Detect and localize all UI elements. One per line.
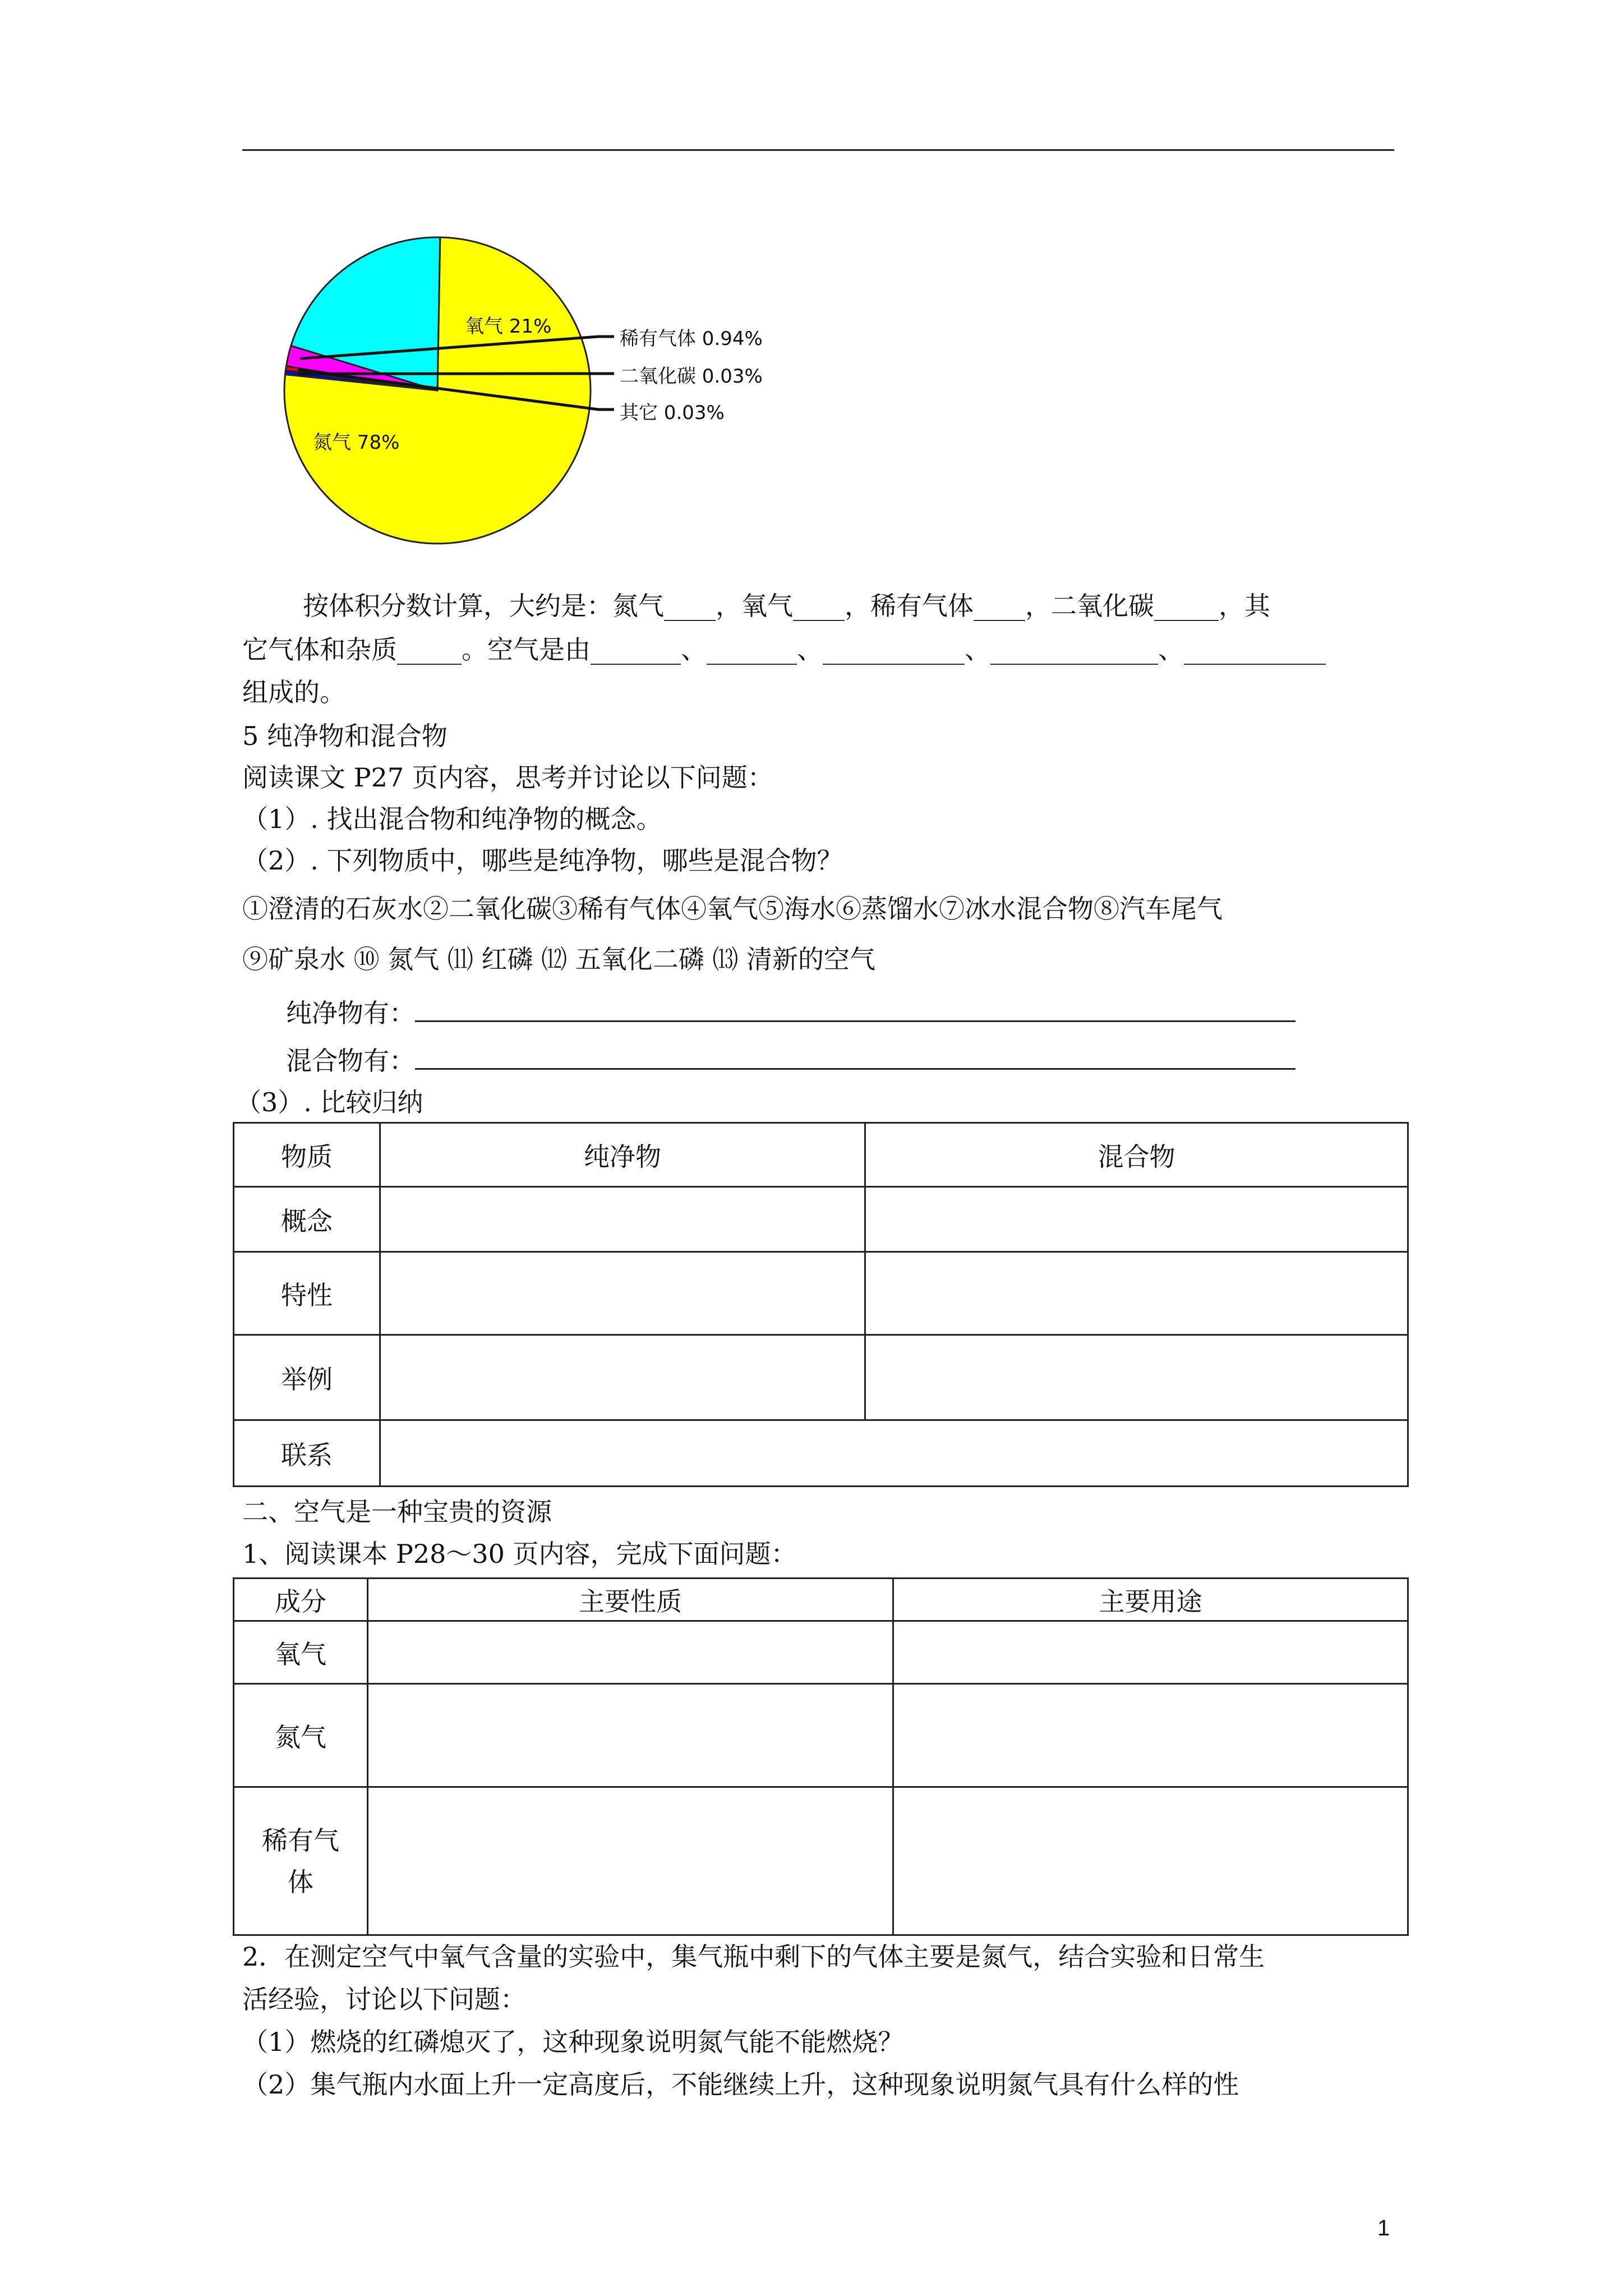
air-components-table — [233, 1577, 1409, 1936]
section-2-question-1: 1、阅读课本 P28～30 页内容，完成下面问题： — [242, 1539, 797, 1569]
answer-cell[interactable] — [865, 1335, 1408, 1420]
pie-slice-label: 稀有气体 0.94% — [620, 328, 763, 350]
row-label-cell: 举例 — [234, 1335, 380, 1420]
paragraph-line-2: 它气体和杂质_____。空气是由_______、_______、___________、_____________、___________ — [242, 634, 1326, 665]
paragraph-line-1: 按体积分数计算，大约是：氮气____，氧气____，稀有气体____，二氧化碳_____，其 — [303, 591, 1270, 621]
mixture-label: 混合物有： — [286, 1046, 415, 1076]
pure-substance-answer-row — [286, 996, 1295, 1030]
pie-slice-label: 其它 0.03% — [620, 402, 725, 424]
table-row — [234, 1252, 1408, 1335]
question-2-items-line-2: ⑨矿泉水 ⑩ 氮气 ⑾ 红磷 ⑿ 五氧化二磷 ⒀ 清新的空气 — [242, 944, 875, 974]
question-2b-line-1: 2．在测定空气中氧气含量的实验中，集气瓶中剩下的气体主要是氮气，结合实验和日常生 — [242, 1941, 1265, 1972]
table-row — [234, 1187, 1408, 1252]
row-label-cell: 氧气 — [234, 1621, 368, 1684]
answer-cell[interactable] — [380, 1252, 865, 1335]
section-2-title: 二、空气是一种宝贵的资源 — [242, 1497, 552, 1527]
row-label-text: 稀有气体 — [262, 1825, 339, 1897]
answer-cell[interactable] — [865, 1187, 1408, 1252]
pie-slice-label: 氧气 21% — [465, 315, 552, 338]
question-1: （1）. 找出混合物和纯净物的概念。 — [242, 804, 662, 834]
question-2b-sub-2: （2）集气瓶内水面上升一定高度后，不能继续上升，这种现象说明氮气具有什么样的性 — [242, 2069, 1239, 2100]
question-3: （3）. 比较归纳 — [236, 1087, 423, 1117]
question-2-items-line-1: ①澄清的石灰水②二氧化碳③稀有气体④氧气⑤海水⑥蒸馏水⑦冰水混合物⑧汽车尾气 — [242, 894, 1223, 924]
mixture-answer-blank[interactable] — [415, 1043, 1295, 1070]
table-row — [234, 1621, 1408, 1684]
answer-cell[interactable] — [893, 1621, 1408, 1684]
section-5-intro: 阅读课文 P27 页内容，思考并讨论以下问题： — [242, 762, 773, 793]
answer-cell[interactable] — [380, 1420, 1408, 1487]
row-label-cell: 联系 — [234, 1420, 380, 1487]
pure-substance-label: 纯净物有： — [286, 998, 415, 1028]
answer-cell[interactable] — [380, 1335, 865, 1420]
row-label-cell — [234, 1787, 368, 1935]
question-2: （2）. 下列物质中，哪些是纯净物，哪些是混合物？ — [242, 845, 843, 876]
table-row — [234, 1335, 1408, 1420]
pie-slice-label: 氮气 78% — [313, 431, 400, 454]
row-label-cell: 氮气 — [234, 1684, 368, 1787]
paragraph-line-3: 组成的。 — [242, 677, 345, 707]
answer-cell[interactable] — [368, 1684, 893, 1787]
mixture-answer-row — [286, 1043, 1295, 1078]
answer-cell[interactable] — [380, 1187, 865, 1252]
question-2b-sub-1: （1）燃烧的红磷熄灭了，这种现象说明氮气能不能燃烧？ — [242, 2027, 904, 2057]
pie-slice-label: 二氧化碳 0.03% — [620, 365, 763, 388]
answer-cell[interactable] — [368, 1621, 893, 1684]
row-label-cell: 特性 — [234, 1252, 380, 1335]
table-header-row — [234, 1579, 1408, 1621]
question-2b-line-2: 活经验，讨论以下问题： — [242, 1984, 526, 2014]
table-row — [234, 1684, 1408, 1787]
answer-cell[interactable] — [893, 1787, 1408, 1935]
comparison-table — [233, 1122, 1409, 1487]
header-rule — [242, 149, 1394, 151]
answer-cell[interactable] — [893, 1684, 1408, 1787]
answer-cell[interactable] — [368, 1787, 893, 1935]
table-header-cell: 纯净物 — [380, 1123, 865, 1187]
answer-cell[interactable] — [865, 1252, 1408, 1335]
pure-substance-answer-blank[interactable] — [415, 996, 1295, 1022]
table-row — [234, 1787, 1408, 1935]
section-5-title: 5 纯净物和混合物 — [242, 721, 448, 751]
row-label-cell: 概念 — [234, 1187, 380, 1252]
table-header-cell: 主要用途 — [893, 1579, 1408, 1621]
table-header-cell: 成分 — [234, 1579, 368, 1621]
page-number: 1 — [1377, 2216, 1390, 2240]
table-header-cell: 主要性质 — [368, 1579, 893, 1621]
pie-chart — [255, 224, 883, 561]
table-row — [234, 1420, 1408, 1487]
table-header-cell: 物质 — [234, 1123, 380, 1187]
table-header-cell: 混合物 — [865, 1123, 1408, 1187]
table-header-row — [234, 1123, 1408, 1187]
